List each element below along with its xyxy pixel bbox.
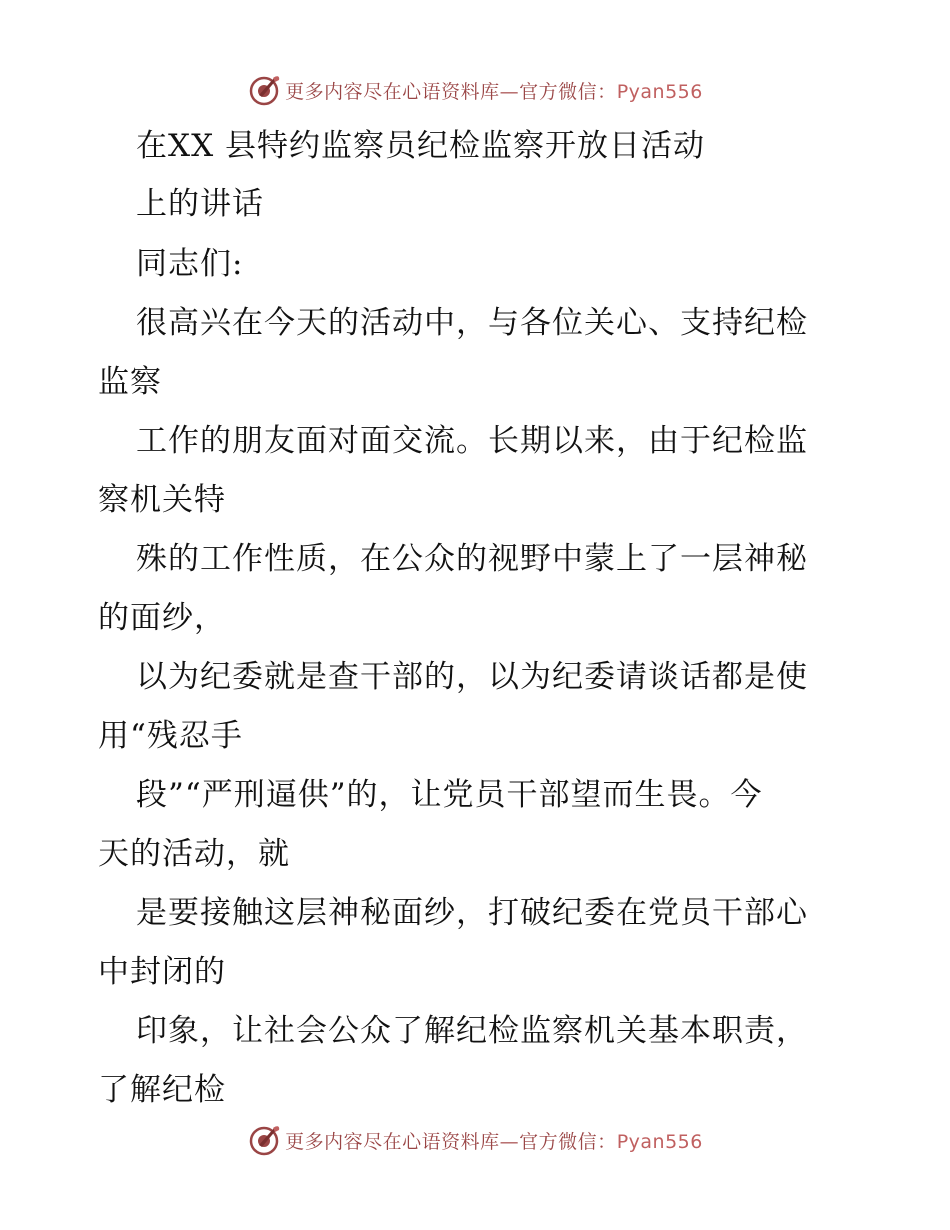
paragraph-line: 了解纪检 (98, 1072, 226, 1108)
banner-promo-text: 更多内容尽在心语资料库 (285, 1130, 500, 1153)
quill-pen-logo-icon (247, 1123, 281, 1157)
footer-banner (0, 1120, 950, 1160)
document-title-line-1: 在XX 县特约监察员纪检监察开放日活动 (136, 128, 705, 164)
paragraph-line: 殊的工作性质，在公众的视野中蒙上了一层神秘 (136, 541, 808, 577)
banner-wechat-label: 官方微信： (519, 1130, 617, 1153)
paragraph-line: 天的活动，就 (98, 836, 290, 872)
header-banner (0, 70, 950, 110)
paragraph-line: 很高兴在今天的活动中，与各位关心、支持纪检 (136, 305, 808, 341)
banner-separator: — (499, 80, 520, 103)
salutation: 同志们: (136, 246, 244, 282)
paragraph-line: 印象，让社会公众了解纪检监察机关基本职责， (136, 1013, 808, 1049)
banner-text (285, 1127, 703, 1154)
banner-text (285, 77, 703, 104)
paragraph-line: 以为纪委就是查干部的，以为纪委请谈话都是使 (136, 659, 808, 695)
paragraph-line: 中封闭的 (98, 954, 226, 990)
quill-pen-logo-icon (247, 73, 281, 107)
banner-promo-text: 更多内容尽在心语资料库 (285, 80, 500, 103)
banner-wechat-id: Pyan556 (616, 80, 703, 103)
paragraph-line: 监察 (98, 364, 162, 400)
paragraph-line: 用“残忍手 (98, 718, 243, 754)
paragraph-line: 的面纱， (98, 600, 226, 636)
banner-wechat-label: 官方微信： (519, 80, 617, 103)
paragraph-line: 段”“严刑逼供”的，让党员干部望而生畏。今 (136, 777, 763, 813)
banner-separator: — (499, 1130, 520, 1153)
paragraph-line: 察机关特 (98, 482, 226, 518)
paragraph-line: 是要接触这层神秘面纱，打破纪委在党员干部心 (136, 895, 808, 931)
paragraph-line: 工作的朋友面对面交流。长期以来，由于纪检监 (136, 423, 808, 459)
document-title-line-2: 上的讲话 (136, 186, 264, 222)
banner-wechat-id: Pyan556 (616, 1130, 703, 1153)
